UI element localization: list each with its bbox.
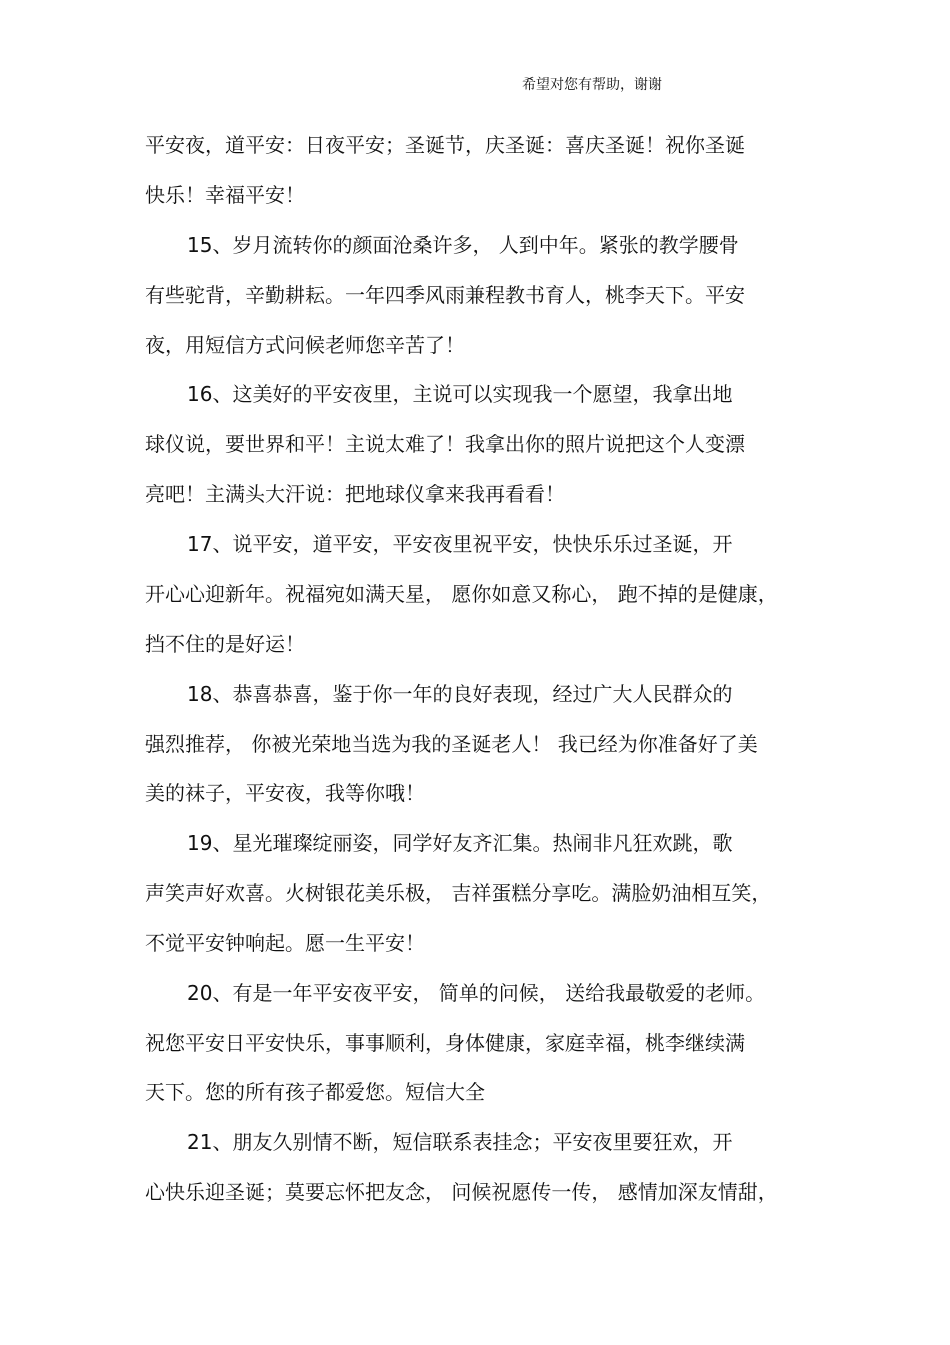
text-line: 开心心迎新年。祝福宛如满天星， 愿你如意又称心， 跑不掉的是健康， <box>145 582 778 606</box>
text-line: 美的袜子，平安夜，我等你哦！ <box>145 781 425 805</box>
paragraph-20-line-1: 20、有是一年平安夜平安， 简单的问候， 送给我最敬爱的老师。 <box>187 981 766 1005</box>
paragraph-16-line-1: 16、这美好的平安夜里，主说可以实现我一个愿望，我拿出地 <box>187 382 733 406</box>
text-line: 有些驼背，辛勤耕耘。一年四季风雨兼程教书育人，桃李天下。平安 <box>145 283 745 307</box>
paragraph-18-line-1: 18、恭喜恭喜，鉴于你一年的良好表现，经过广大人民群众的 <box>187 682 733 706</box>
paragraph-15-line-1: 15、岁月流转你的颜面沧桑许多， 人到中年。紧张的教学腰骨 <box>187 233 739 257</box>
paragraph-21-line-1: 21、朋友久别情不断，短信联系表挂念；平安夜里要狂欢，开 <box>187 1130 733 1154</box>
text-line: 亮吧！主满头大汗说：把地球仪拿来我再看看！ <box>145 482 565 506</box>
text-line: 心快乐迎圣诞；莫要忘怀把友念， 问候祝愿传一传， 感情加深友情甜， <box>145 1180 778 1204</box>
page-header-note: 希望对您有帮助，谢谢 <box>522 77 662 93</box>
text-line: 声笑声好欢喜。火树银花美乐极， 吉祥蛋糕分享吃。满脸奶油相互笑， <box>145 881 772 905</box>
paragraph-17-line-1: 17、说平安，道平安，平安夜里祝平安，快快乐乐过圣诞，开 <box>187 532 733 556</box>
text-line: 挡不住的是好运！ <box>145 632 305 656</box>
text-line: 强烈推荐， 你被光荣地当选为我的圣诞老人！ 我已经为你准备好了美 <box>145 732 758 756</box>
text-line: 夜，用短信方式问候老师您辛苦了！ <box>145 333 465 357</box>
paragraph-19-line-1: 19、星光璀璨绽丽姿，同学好友齐汇集。热闹非凡狂欢跳，歌 <box>187 831 733 855</box>
text-line: 平安夜，道平安：日夜平安；圣诞节，庆圣诞：喜庆圣诞！祝你圣诞 <box>145 133 745 157</box>
text-line: 祝您平安日平安快乐，事事顺利，身体健康，家庭幸福，桃李继续满 <box>145 1031 745 1055</box>
text-line: 天下。您的所有孩子都爱您。短信大全 <box>145 1080 485 1104</box>
text-line: 快乐！幸福平安！ <box>145 183 305 207</box>
text-line: 不觉平安钟响起。愿一生平安！ <box>145 931 425 955</box>
text-line: 球仪说，要世界和平！主说太难了！我拿出你的照片说把这个人变漂 <box>145 432 745 456</box>
